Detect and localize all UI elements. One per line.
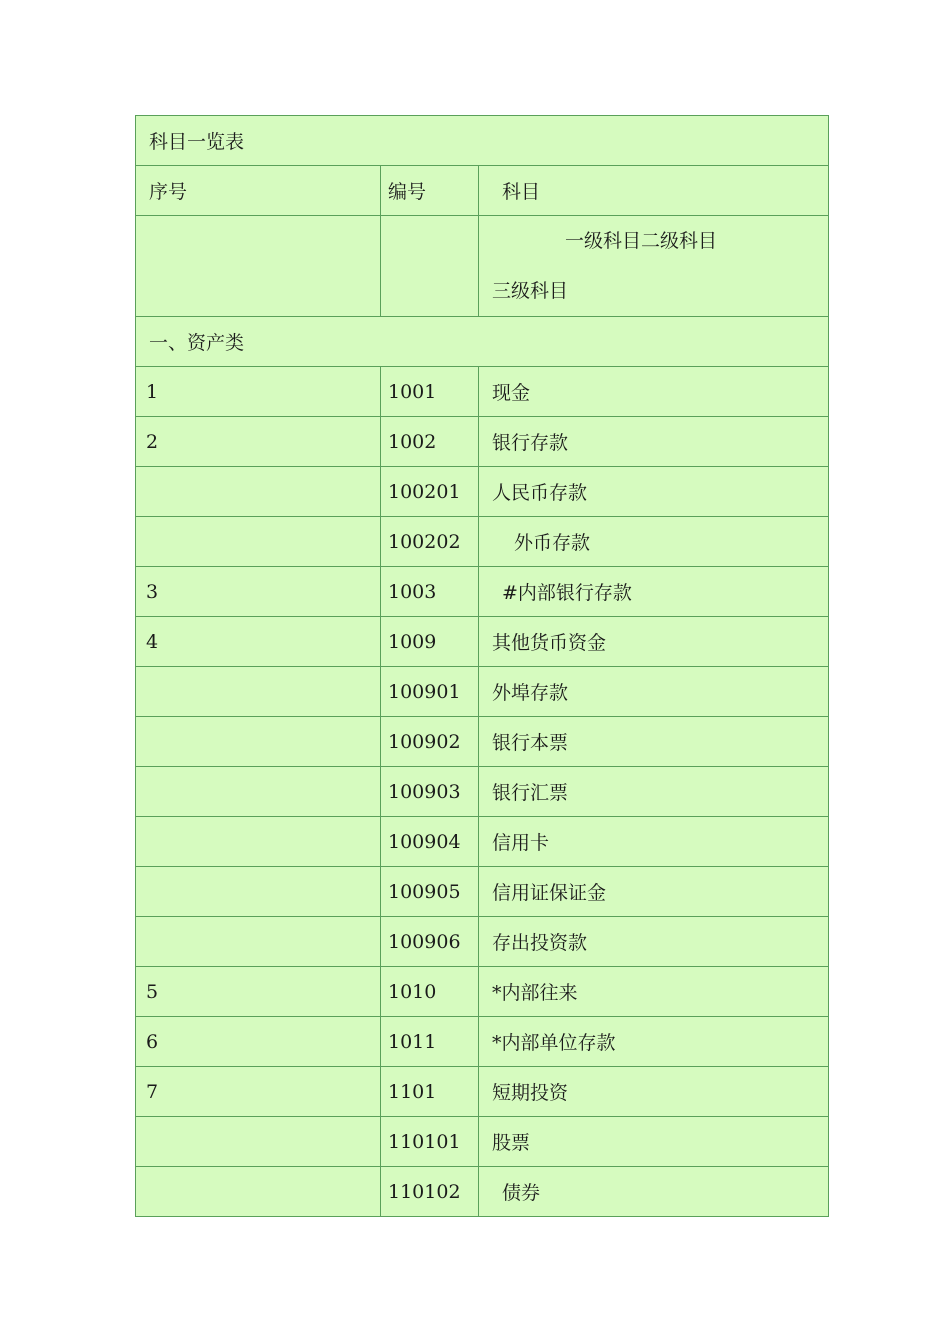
level-header-row bbox=[136, 216, 829, 317]
row-seq bbox=[136, 1167, 381, 1217]
row-subject: 现金 bbox=[479, 367, 829, 417]
row-code: 100903 bbox=[381, 767, 479, 817]
row-subject: 银行本票 bbox=[479, 717, 829, 767]
row-seq: 5 bbox=[136, 967, 381, 1017]
table-row bbox=[136, 917, 829, 967]
header-code: 编号 bbox=[381, 166, 479, 216]
row-code: 100201 bbox=[381, 467, 479, 517]
table-row bbox=[136, 667, 829, 717]
level-header-line1: 一级科目二级科目 bbox=[565, 230, 718, 252]
row-code: 100902 bbox=[381, 717, 479, 767]
row-code: 1001 bbox=[381, 367, 479, 417]
row-subject: 外币存款 bbox=[479, 517, 829, 567]
row-seq: 6 bbox=[136, 1017, 381, 1067]
row-code: 1011 bbox=[381, 1017, 479, 1067]
level-header-line2: 三级科目 bbox=[492, 280, 569, 302]
document-page bbox=[135, 115, 828, 1217]
level-header-subject bbox=[479, 216, 829, 317]
row-seq: 3 bbox=[136, 567, 381, 617]
row-subject: 银行存款 bbox=[479, 417, 829, 467]
table-row bbox=[136, 617, 829, 667]
table-row bbox=[136, 1117, 829, 1167]
row-code: 100202 bbox=[381, 517, 479, 567]
row-subject: 短期投资 bbox=[479, 1067, 829, 1117]
row-seq: 1 bbox=[136, 367, 381, 417]
section-row-assets bbox=[136, 317, 829, 367]
row-code: 110102 bbox=[381, 1167, 479, 1217]
table-row bbox=[136, 1067, 829, 1117]
row-code: 1101 bbox=[381, 1067, 479, 1117]
row-code: 1010 bbox=[381, 967, 479, 1017]
row-seq bbox=[136, 1117, 381, 1167]
row-seq bbox=[136, 667, 381, 717]
row-subject: 信用卡 bbox=[479, 817, 829, 867]
row-subject: 外埠存款 bbox=[479, 667, 829, 717]
row-subject: 人民币存款 bbox=[479, 467, 829, 517]
table-row bbox=[136, 517, 829, 567]
row-code: 1009 bbox=[381, 617, 479, 667]
row-subject: 债券 bbox=[479, 1167, 829, 1217]
row-code: 1003 bbox=[381, 567, 479, 617]
row-subject: 其他货币资金 bbox=[479, 617, 829, 667]
table-row bbox=[136, 1167, 829, 1217]
table-row bbox=[136, 767, 829, 817]
table-title: 科目一览表 bbox=[136, 116, 829, 166]
row-subject: 存出投资款 bbox=[479, 917, 829, 967]
table-row bbox=[136, 467, 829, 517]
row-seq bbox=[136, 767, 381, 817]
row-seq bbox=[136, 467, 381, 517]
header-subject: 科目 bbox=[479, 166, 829, 216]
row-seq: 4 bbox=[136, 617, 381, 667]
row-subject: 银行汇票 bbox=[479, 767, 829, 817]
row-subject: *内部单位存款 bbox=[479, 1017, 829, 1067]
header-seq: 序号 bbox=[136, 166, 381, 216]
row-seq bbox=[136, 917, 381, 967]
table-row bbox=[136, 417, 829, 467]
row-seq: 7 bbox=[136, 1067, 381, 1117]
table-row bbox=[136, 567, 829, 617]
row-code: 100904 bbox=[381, 817, 479, 867]
subject-list-table bbox=[135, 115, 829, 1217]
row-code: 100905 bbox=[381, 867, 479, 917]
table-row bbox=[136, 717, 829, 767]
table-header-row bbox=[136, 166, 829, 216]
row-subject: 信用证保证金 bbox=[479, 867, 829, 917]
level-header-seq-empty bbox=[136, 216, 381, 317]
row-code: 100901 bbox=[381, 667, 479, 717]
table-row bbox=[136, 367, 829, 417]
table-title-row bbox=[136, 116, 829, 166]
row-subject: 股票 bbox=[479, 1117, 829, 1167]
table-row bbox=[136, 867, 829, 917]
row-seq bbox=[136, 867, 381, 917]
row-seq: 2 bbox=[136, 417, 381, 467]
table-row bbox=[136, 817, 829, 867]
row-seq bbox=[136, 517, 381, 567]
row-code: 1002 bbox=[381, 417, 479, 467]
row-subject: *内部往来 bbox=[479, 967, 829, 1017]
row-code: 110101 bbox=[381, 1117, 479, 1167]
row-seq bbox=[136, 817, 381, 867]
section-assets: 一、资产类 bbox=[136, 317, 829, 367]
row-seq bbox=[136, 717, 381, 767]
row-subject: #内部银行存款 bbox=[479, 567, 829, 617]
table-row bbox=[136, 967, 829, 1017]
row-code: 100906 bbox=[381, 917, 479, 967]
level-header-code-empty bbox=[381, 216, 479, 317]
table-row bbox=[136, 1017, 829, 1067]
